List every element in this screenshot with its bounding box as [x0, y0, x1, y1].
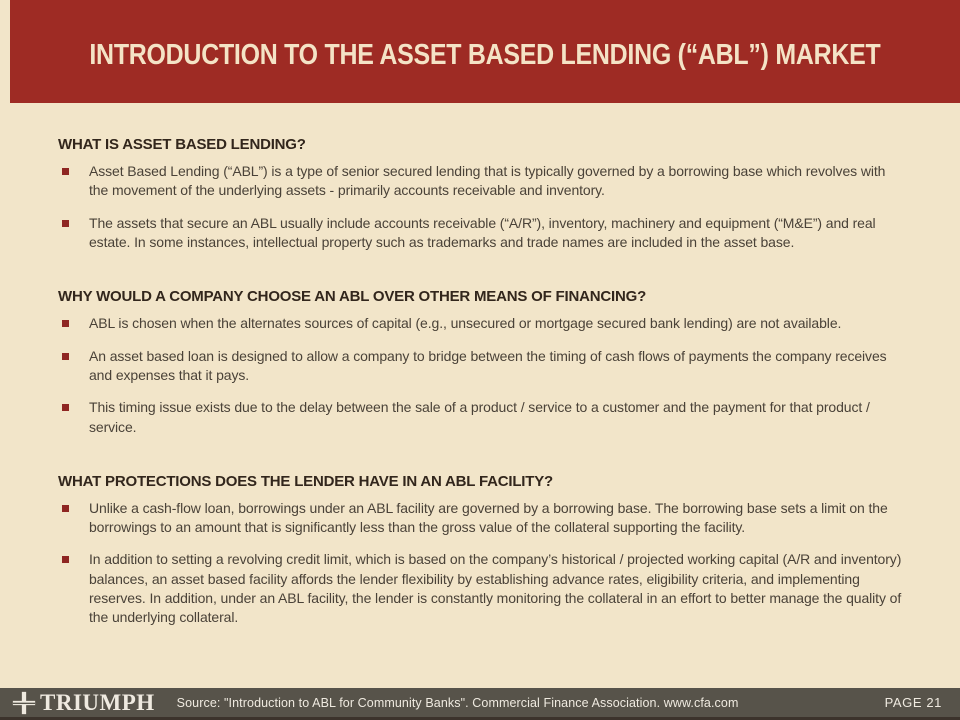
- list-item: [58, 162, 908, 201]
- page-number: PAGE 21: [884, 695, 942, 710]
- bullet-square-icon: [62, 505, 69, 512]
- bullet-text: An asset based loan is designed to allow a company to bridge between the timing of cash flows of payments the company receives and expenses that it pays.: [89, 347, 887, 383]
- bullet-list: [58, 162, 908, 252]
- list-item: [58, 550, 908, 627]
- list-item: [58, 499, 908, 538]
- bullet-list: [58, 314, 908, 437]
- slide-header: [10, 0, 960, 103]
- bullet-text: The assets that secure an ABL usually include accounts receivable (“A/R”), inventory, machinery and equipment (“M&E”) and real estate. In some instances, intellectual property such as trademarks and trade names are included in the asset base.: [89, 214, 876, 250]
- list-item: [58, 347, 908, 386]
- brand-name: TRIUMPH: [40, 690, 155, 715]
- section-what-is-abl: [58, 136, 908, 252]
- bullet-square-icon: [62, 320, 69, 327]
- section-lender-protections: [58, 473, 908, 628]
- section-why-choose-abl: [58, 288, 908, 437]
- bullet-text: This timing issue exists due to the delay between the sale of a product / service to a customer and the payment for that product / service.: [89, 399, 870, 435]
- bullet-square-icon: [62, 220, 69, 227]
- source-citation: Source: "Introduction to ABL for Community Banks". Commercial Finance Association. www.cfa.com: [176, 695, 739, 710]
- bullet-square-icon: [62, 404, 69, 411]
- list-item: [58, 314, 908, 333]
- list-item: [58, 398, 908, 437]
- bullet-square-icon: [62, 168, 69, 175]
- section-heading: WHAT PROTECTIONS DOES THE LENDER HAVE IN AN ABL FACILITY?: [58, 472, 553, 490]
- section-heading: WHY WOULD A COMPANY CHOOSE AN ABL OVER OTHER MEANS OF FINANCING?: [58, 288, 647, 306]
- slide-title: INTRODUCTION TO THE ASSET BASED LENDING (“ABL”) MARKET: [89, 39, 881, 71]
- triumph-cross-icon: [12, 691, 36, 715]
- bullet-text: Asset Based Lending (“ABL”) is a type of senior secured lending that is typically governed by a borrowing base which revolves with the movement of the underlying assets - primarily accounts receivable and inventory.: [89, 163, 886, 199]
- bullet-square-icon: [62, 353, 69, 360]
- slide-body: [0, 103, 960, 688]
- bullet-text: In addition to setting a revolving credit limit, which is based on the company’s historical / projected working capital (A/R and inventory) balances, an asset based facility affords the lender flexibility by establishing advance rates, eligibility criteria, and implementing reserves. In addition, under an ABL facility, the lender is constantly monitoring the collateral in an effort to better manage the quality of the underlying collateral.: [89, 551, 902, 626]
- bullet-square-icon: [62, 556, 69, 563]
- bullet-text: ABL is chosen when the alternates sources of capital (e.g., unsecured or mortgage secured bank lending) are not available.: [89, 315, 842, 332]
- bullet-list: [58, 499, 908, 628]
- slide-footer: [0, 688, 960, 720]
- brand-logo: [12, 691, 155, 715]
- list-item: [58, 214, 908, 253]
- bullet-text: Unlike a cash-flow loan, borrowings under an ABL facility are governed by a borrowing base. The borrowing base sets a limit on the borrowings to an amount that is significantly less than the gross value of the collateral supporting the facility.: [89, 499, 888, 536]
- section-heading: WHAT IS ASSET BASED LENDING?: [58, 136, 306, 153]
